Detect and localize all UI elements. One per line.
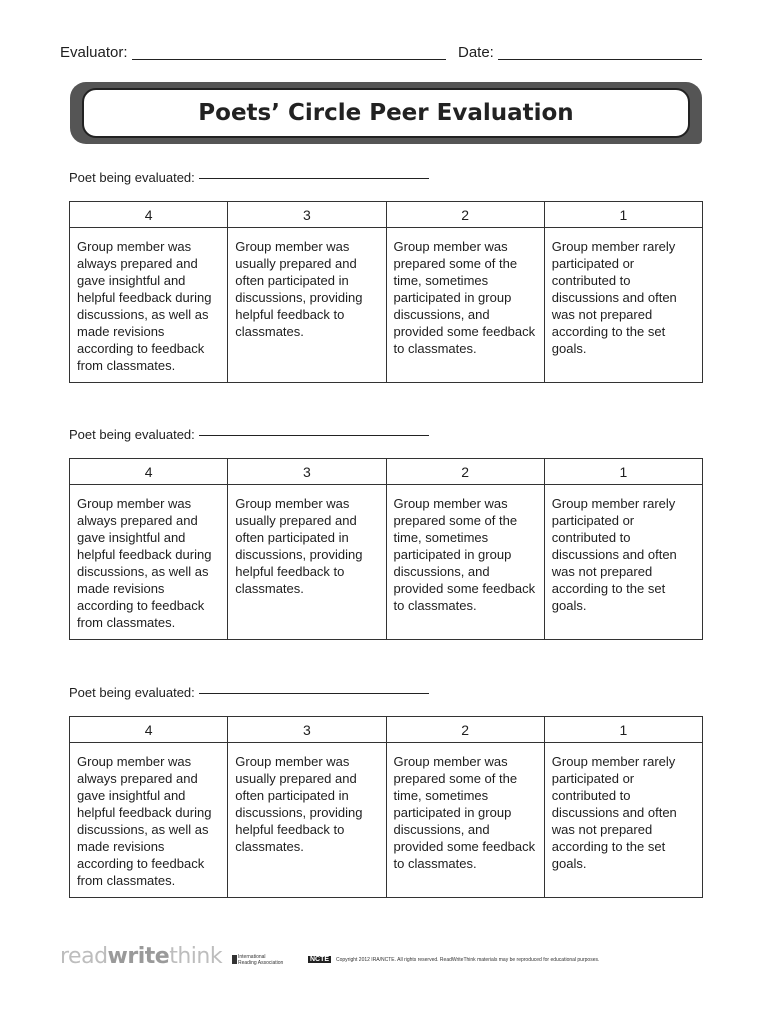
rubric-cell[interactable]: Group member was always prepared and gave insightful and helpful feedback during discussions, as well as made revisions according to feedback from classmates. [70, 228, 228, 383]
score-header: 4 [70, 459, 228, 485]
ira-line2: Reading Association [238, 960, 284, 966]
score-header: 1 [544, 459, 702, 485]
poet-line [69, 170, 703, 190]
score-header: 3 [228, 459, 386, 485]
poet-label: Poet being evaluated: [69, 427, 195, 442]
logo-think: think [169, 944, 223, 969]
rubric-cell[interactable]: Group member was prepared some of the time, sometimes participated in group discussions, and provided some feedback to classmates. [386, 228, 544, 383]
rubric-cell[interactable]: Group member rarely participated or contributed to discussions and often was not prepared according to the set goals. [544, 743, 702, 898]
score-header: 2 [386, 202, 544, 228]
score-header: 3 [228, 717, 386, 743]
logo-read: read [60, 944, 108, 969]
rubric-cell[interactable]: Group member was usually prepared and often participated in discussions, providing helpful feedback to classmates. [228, 228, 386, 383]
rubric-cell[interactable]: Group member was usually prepared and often participated in discussions, providing helpful feedback to classmates. [228, 485, 386, 640]
evaluator-field[interactable] [132, 59, 446, 60]
header-row [60, 44, 704, 64]
rubric-cell[interactable]: Group member was prepared some of the time, sometimes participated in group discussions, and provided some feedback to classmates. [386, 485, 544, 640]
readwritethink-logo [60, 944, 222, 969]
ira-line1: International [238, 954, 266, 960]
score-header: 4 [70, 202, 228, 228]
rubric-table [69, 716, 703, 898]
score-header: 4 [70, 717, 228, 743]
page-title: Poets’ Circle Peer Evaluation [198, 100, 574, 126]
poet-label: Poet being evaluated: [69, 685, 195, 700]
rubric-cell[interactable]: Group member rarely participated or contributed to discussions and often was not prepared according to the set goals. [544, 485, 702, 640]
rubric-cell[interactable]: Group member rarely participated or contributed to discussions and often was not prepared according to the set goals. [544, 228, 702, 383]
score-header: 1 [544, 717, 702, 743]
logo-write: write [107, 944, 170, 969]
poet-label: Poet being evaluated: [69, 170, 195, 185]
evaluation-section [69, 170, 703, 383]
poet-name-field[interactable] [199, 693, 429, 694]
score-header: 1 [544, 202, 702, 228]
rubric-cell[interactable]: Group member was always prepared and gave insightful and helpful feedback during discussions, as well as made revisions according to feedback from classmates. [70, 743, 228, 898]
poet-line [69, 427, 703, 447]
rubric-cell[interactable]: Group member was always prepared and gave insightful and helpful feedback during discussions, as well as made revisions according to feedback from classmates. [70, 485, 228, 640]
score-header: 3 [228, 202, 386, 228]
date-field[interactable] [498, 59, 702, 60]
score-header: 2 [386, 459, 544, 485]
evaluation-section [69, 685, 703, 898]
evaluator-label: Evaluator: [60, 44, 128, 61]
rubric-table [69, 458, 703, 640]
poet-name-field[interactable] [199, 178, 429, 179]
score-header: 2 [386, 717, 544, 743]
poet-line [69, 685, 703, 705]
title-banner [82, 88, 690, 138]
footer [60, 944, 704, 974]
ira-logo-icon [232, 955, 237, 964]
rubric-table [69, 201, 703, 383]
date-label: Date: [458, 44, 494, 61]
evaluation-section [69, 427, 703, 640]
rubric-cell[interactable]: Group member was prepared some of the time, sometimes participated in group discussions, and provided some feedback to classmates. [386, 743, 544, 898]
rubric-cell[interactable]: Group member was usually prepared and often participated in discussions, providing helpful feedback to classmates. [228, 743, 386, 898]
poet-name-field[interactable] [199, 435, 429, 436]
ira-logo [238, 954, 283, 966]
copyright-text: Copyright 2012 IRA/NCTE. All rights reserved. ReadWriteThink materials may be reproduced for educational purposes. [336, 957, 600, 963]
ncte-logo: NCTE [310, 956, 330, 963]
